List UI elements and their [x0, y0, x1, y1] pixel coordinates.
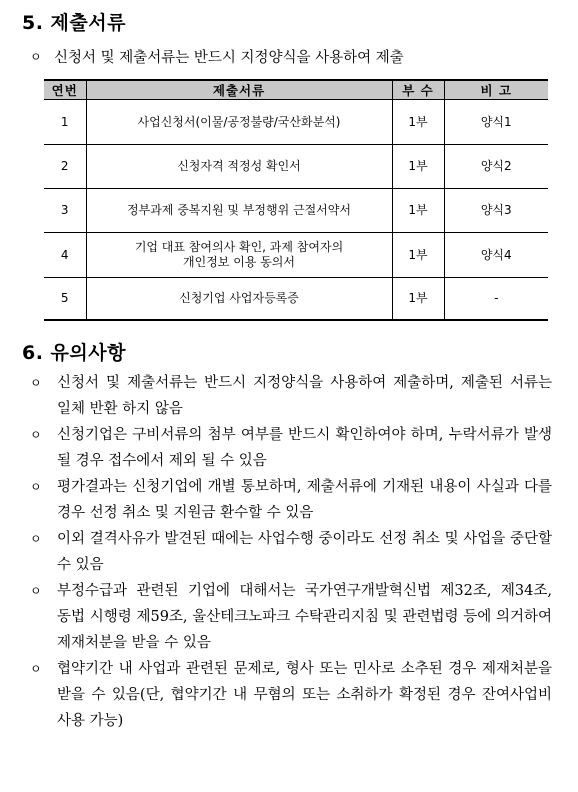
row-document: [86, 278, 392, 320]
table-row: [44, 233, 548, 278]
row-note: 양식4: [444, 233, 548, 278]
header-count: 부 수: [392, 80, 444, 100]
section-5-intro: [30, 46, 404, 67]
note-text: 부정수급과 관련된 기업에 대해서는 국가연구개발혁신법 제32조, 제34조, 동법 시행령 제59조, 울산테크노파크 수탁관리지침 및 관련법령 등에 의거하여 제재처분을 받을 수 있음: [57, 583, 552, 651]
row-number: 3: [44, 189, 86, 233]
list-item: [30, 370, 552, 422]
note-text: 신청기업은 구비서류의 첨부 여부를 반드시 확인하여야 하며, 누락서류가 발생 될 경우 접수에서 제외 될 수 있음: [57, 427, 552, 469]
list-item: [30, 578, 552, 656]
note-text: 신청서 및 제출서류는 반드시 지정양식을 사용하여 제출하며, 제출된 서류는 일체 반환 하지 않음: [57, 375, 552, 417]
table-row: [44, 278, 548, 320]
note-text: 협약기간 내 사업과 관련된 문제로, 형사 또는 민사로 소추된 경우 제재처분을 받을 수 있음(단, 협약기간 내 무혐의 또는 소취하가 확정된 경우 잔여사업비 사용 가능): [57, 661, 552, 729]
row-number: 4: [44, 233, 86, 278]
list-item: [30, 422, 552, 474]
section-5-title: 5. 제출서류: [22, 12, 126, 34]
row-note: -: [444, 278, 548, 320]
list-item: [30, 526, 552, 578]
notes-list: [30, 370, 552, 734]
bullet-mark: ㅇ: [30, 376, 42, 390]
row-count: 1부: [392, 278, 444, 320]
note-text: 평가결과는 신청기업에 개별 통보하며, 제출서류에 기재된 내용이 사실과 다를 경우 선정 취소 및 지원금 환수할 수 있음: [57, 479, 552, 521]
bullet-mark: ㅇ: [30, 532, 42, 546]
section-5-intro-text: 신청서 및 제출서류는 반드시 지정양식을 사용하여 제출: [54, 50, 404, 66]
row-note: 양식3: [444, 189, 548, 233]
header-document: 제출서류: [86, 80, 392, 100]
row-document: [86, 145, 392, 189]
row-document-line: 사업신청서(이물/공정불량/국산화분석): [137, 114, 341, 129]
bullet-mark: ㅇ: [30, 480, 42, 494]
row-document-line: 신청기업 사업자등록증: [179, 290, 299, 305]
row-document: [86, 100, 392, 145]
table-row: [44, 100, 548, 145]
header-number: 연번: [44, 80, 86, 100]
section-6-title: 6. 유의사항: [22, 342, 126, 364]
row-document-line-2: 개인정보 이용 동의서: [183, 255, 295, 269]
header-note: 비 고: [444, 80, 548, 100]
row-number: 5: [44, 278, 86, 320]
row-number: 2: [44, 145, 86, 189]
row-number: 1: [44, 100, 86, 145]
list-item: [30, 656, 552, 734]
row-document: [86, 233, 392, 278]
bullet-mark: ㅇ: [30, 584, 42, 598]
bullet-mark: ㅇ: [30, 50, 42, 64]
table-header-row: [44, 80, 548, 100]
row-count: 1부: [392, 145, 444, 189]
table-row: [44, 189, 548, 233]
row-note: 양식1: [444, 100, 548, 145]
bullet-mark: ㅇ: [30, 662, 42, 676]
row-count: 1부: [392, 100, 444, 145]
submission-documents-table: [44, 79, 548, 321]
row-document-line: 기업 대표 참여의사 확인, 과제 참여자의: [134, 240, 344, 254]
row-document-line: 신청자격 적정성 확인서: [177, 159, 301, 173]
row-document: [86, 189, 392, 233]
row-count: 1부: [392, 189, 444, 233]
row-count: 1부: [392, 233, 444, 278]
row-note: 양식2: [444, 145, 548, 189]
row-document-line: 정부과제 중복지원 및 부정행위 근절서약서: [127, 203, 351, 217]
note-text: 이외 결격사유가 발견된 때에는 사업수행 중이라도 선정 취소 및 사업을 중단할 수 있음: [57, 531, 552, 573]
list-item: [30, 474, 552, 526]
table-row: [44, 145, 548, 189]
bullet-mark: ㅇ: [30, 428, 42, 442]
